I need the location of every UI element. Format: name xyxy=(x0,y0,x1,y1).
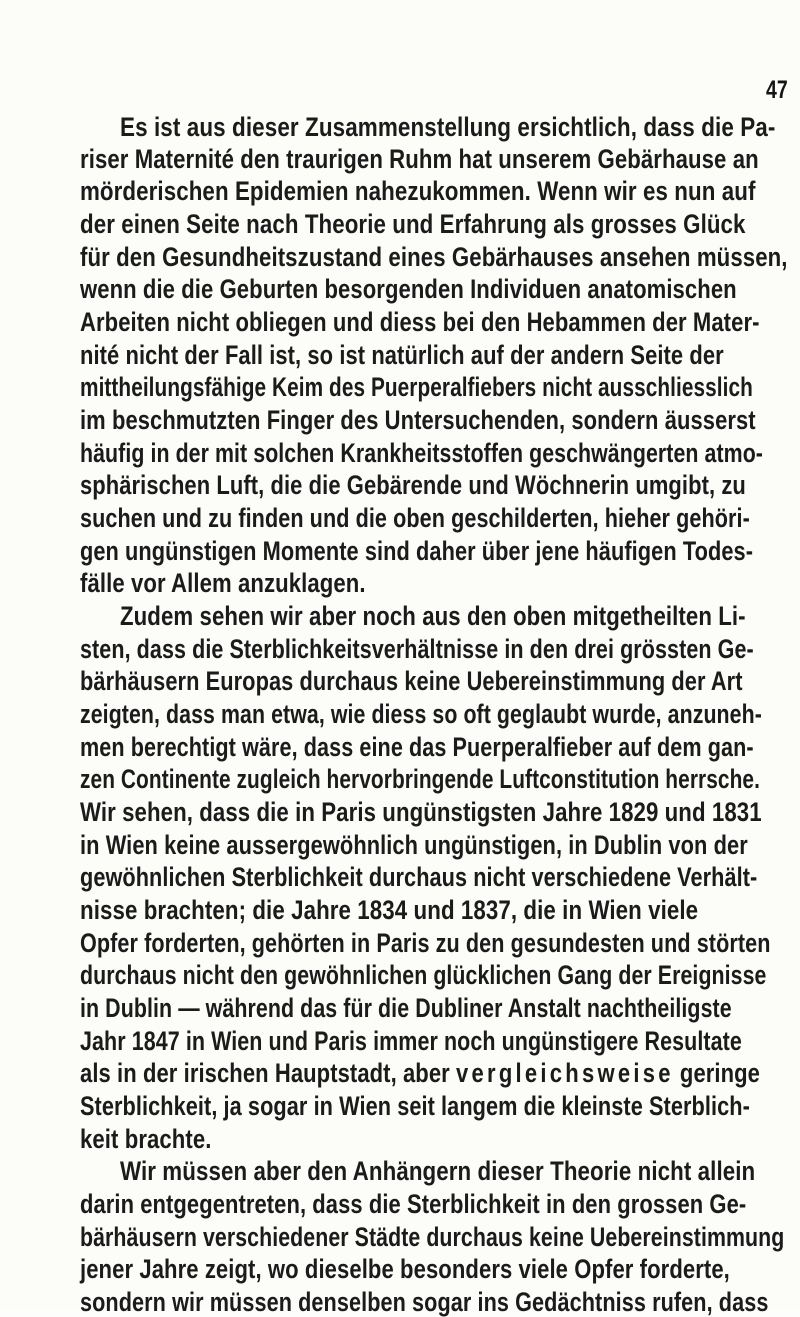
text-line: Zudem sehen wir aber noch aus den oben mitgetheilten Li- xyxy=(120,601,746,631)
text-line: mörderischen Epidemien nahezukommen. Wenn wir es nun auf xyxy=(80,176,756,206)
page-number: 47 xyxy=(766,76,788,104)
text-line: Jahr 1847 in Wien und Paris immer noch ungünstigere Resultate xyxy=(80,1026,742,1056)
text-segment: als in der irischen Hauptstadt, aber xyxy=(80,1058,450,1088)
text-line: bärhäusern Europas durchaus keine Uebereinstimmung der Art xyxy=(80,666,743,696)
text-line: Es ist aus dieser Zusammenstellung ersichtlich, dass die Pa- xyxy=(120,112,776,142)
text-line: Wir sehen, dass die in Paris ungünstigsten Jahre 1829 und 1831 xyxy=(80,797,762,827)
text-line xyxy=(80,1060,760,1087)
text-line: zeigten, dass man etwa, wie diess so oft geglaubt wurde, anzuneh- xyxy=(80,699,762,729)
text-line: bärhäusern verschiedener Städte durchaus keine Uebereinstimmung xyxy=(80,1222,785,1252)
text-line: häufig in der mit solchen Krankheitsstoffen geschwängerten atmo- xyxy=(80,438,763,468)
text-line: Sterblichkeit, ja sogar in Wien seit langem die kleinste Sterblich- xyxy=(80,1091,750,1121)
text-line: gewöhnlichen Sterblichkeit durchaus nicht verschiedene Verhält- xyxy=(80,862,758,892)
text-line: durchaus nicht den gewöhnlichen glücklichen Gang der Ereignisse xyxy=(80,960,767,990)
text-line: fälle vor Allem anzuklagen. xyxy=(80,568,366,598)
text-line: zen Continente zugleich hervorbringende Luftconstitution herrsche. xyxy=(80,764,760,794)
text-line: im beschmutzten Finger des Untersuchenden, sondern äusserst xyxy=(80,405,756,435)
text-line: Wir müssen aber den Anhängern dieser Theorie nicht allein xyxy=(120,1156,756,1186)
text-line: für den Gesundheitszustand eines Gebärhauses ansehen müssen, xyxy=(80,242,788,272)
text-line: jener Jahre zeigt, wo dieselbe besonders viele Opfer forderte, xyxy=(80,1254,730,1284)
text-line: in Dublin — während das für die Dubliner Anstalt nachtheiligste xyxy=(80,993,732,1023)
text-line: mittheilungsfähige Keim des Puerperalfiebers nicht ausschliesslich xyxy=(80,372,753,402)
text-line: Opfer forderten, gehörten in Paris zu den gesundesten und störten xyxy=(80,928,771,958)
text-line: nité nicht der Fall ist, so ist natürlich auf der andern Seite der xyxy=(80,340,724,370)
text-line: men berechtigt wäre, dass eine das Puerperalfieber auf dem gan- xyxy=(80,732,754,762)
spaced-emphasis: vergleichsweise xyxy=(455,1058,674,1088)
text-line: nisse brachten; die Jahre 1834 und 1837, die in Wien viele xyxy=(80,895,699,925)
text-line: sondern wir müssen denselben sogar ins Gedächtniss rufen, dass xyxy=(80,1287,769,1317)
text-line: suchen und zu finden und die oben geschilderten, hieher gehöri- xyxy=(80,503,750,533)
text-line: in Wien keine aussergewöhnlich ungünstigen, in Dublin von der xyxy=(80,830,748,860)
text-line: darin entgegentreten, dass die Sterblichkeit in den grossen Ge- xyxy=(80,1189,747,1219)
text-line: der einen Seite nach Theorie und Erfahrung als grosses Glück xyxy=(80,209,746,239)
text-segment: geringe xyxy=(679,1058,760,1088)
text-line: riser Maternité den traurigen Ruhm hat unserem Gebärhause an xyxy=(80,144,759,174)
text-line: wenn die die Geburten besorgenden Individuen anatomischen xyxy=(80,274,737,304)
text-line: gen ungünstigen Momente sind daher über jene häufigen Todes- xyxy=(80,536,754,566)
text-line: keit brachte. xyxy=(80,1124,212,1154)
text-line: sten, dass die Sterblichkeitsverhältnisse in den drei grössten Ge- xyxy=(80,634,754,664)
text-line: Arbeiten nicht obliegen und diess bei den Hebammen der Mater- xyxy=(80,307,760,337)
text-line: sphärischen Luft, die die Gebärende und Wöchnerin umgibt, zu xyxy=(80,470,746,500)
